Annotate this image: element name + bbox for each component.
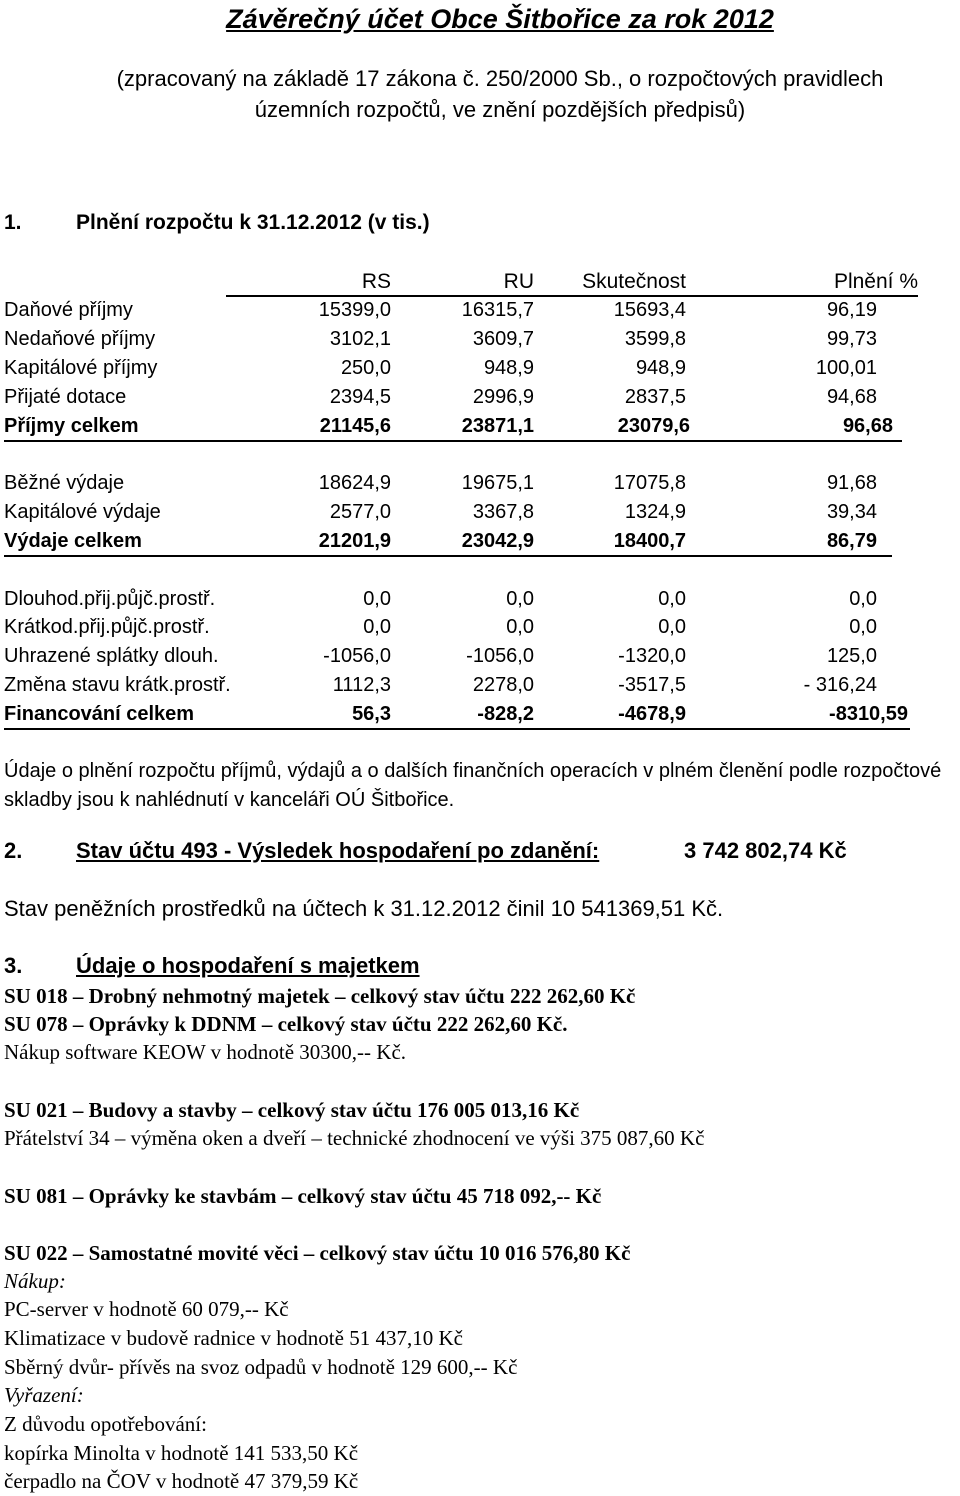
total-underline — [4, 440, 902, 442]
cell-skutecnost: 15693,4 — [613, 299, 686, 321]
purchase-label: Nákup: — [4, 1269, 66, 1293]
purchase-pc-server: PC-server v hodnotě 60 079,-- Kč — [4, 1297, 289, 1321]
header-plneni: Plnění % — [833, 270, 918, 293]
cell-plneni: 99,73 — [826, 328, 877, 350]
cell-skutecnost: 18400,7 — [613, 530, 686, 552]
cell-ru: 0,0 — [506, 588, 534, 610]
cell-ru: 2278,0 — [472, 674, 534, 696]
section-2-title: Stav účtu 493 - Výsledek hospodaření po zdanění: — [76, 838, 600, 863]
header-underline — [226, 295, 918, 297]
cell-plneni: 0,0 — [849, 616, 877, 638]
cell-plneni: 96,68 — [842, 415, 893, 437]
section-3-title: Údaje o hospodaření s majetkem — [76, 953, 420, 978]
cell-skutecnost: -4678,9 — [618, 703, 686, 725]
cell-skutecnost: 0,0 — [658, 588, 686, 610]
cell-rs: 56,3 — [352, 703, 391, 725]
table-row — [0, 501, 960, 530]
asset-su022: SU 022 – Samostatné movité věci – celkový stav účtu 10 016 576,80 Kč — [4, 1241, 631, 1265]
cell-plneni: - 316,24 — [803, 674, 877, 696]
row-label: Změna stavu krátk.prostř. — [4, 674, 231, 696]
cell-rs: 18624,9 — [318, 472, 391, 494]
cell-plneni: 86,79 — [826, 530, 877, 552]
subtitle-line-2: územních rozpočtů, ve znění pozdějších předpisů) — [254, 97, 746, 122]
cell-ru: -1056,0 — [466, 645, 534, 667]
cell-rs: 21201,9 — [318, 530, 391, 552]
disposal-kopirka: kopírka Minolta v hodnotě 141 533,50 Kč — [4, 1441, 359, 1465]
disposal-cerpadlo: čerpadlo na ČOV v hodnotě 47 379,59 Kč — [4, 1469, 359, 1493]
cash-statement: Stav peněžních prostředků na účtech k 31.12.2012 činil 10 541369,51 Kč. — [4, 896, 724, 921]
cell-ru: -828,2 — [477, 703, 534, 725]
cell-ru: 23871,1 — [461, 415, 534, 437]
row-label: Uhrazené splátky dlouh. — [4, 645, 219, 667]
cell-rs: 15399,0 — [318, 299, 391, 321]
asset-keow: Nákup software KEOW v hodnotě 30300,-- Kč. — [4, 1040, 407, 1064]
cell-skutecnost: 1324,9 — [624, 501, 686, 523]
cell-plneni: 0,0 — [849, 588, 877, 610]
purchase-klimatizace: Klimatizace v budově radnice v hodnotě 51 437,10 Kč — [4, 1326, 463, 1350]
asset-pratelstvi: Přátelství 34 – výměna oken a dveří – technické zhodnocení ve výši 375 087,60 Kč — [4, 1126, 705, 1150]
section-3-number: 3. — [4, 953, 23, 978]
subtitle-line-1: (zpracovaný na základě 17 zákona č. 250/2000 Sb., o rozpočtových pravidlech — [116, 66, 884, 91]
row-label: Dlouhod.přij.půjč.prostř. — [4, 588, 216, 610]
cell-plneni: 100,01 — [815, 357, 877, 379]
asset-su078: SU 078 – Oprávky k DDNM – celkový stav účtu 222 262,60 Kč. — [4, 1012, 568, 1036]
row-label: Daňové příjmy — [4, 299, 133, 321]
cell-ru: 16315,7 — [461, 299, 534, 321]
cell-rs: 1112,3 — [332, 674, 391, 696]
header-rs: RS — [361, 270, 391, 293]
purchase-sberny-dvur: Sběrný dvůr- přívěs na svoz odpadů v hodnotě 129 600,-- Kč — [4, 1355, 518, 1379]
row-label: Financování celkem — [4, 703, 195, 725]
cell-skutecnost: 948,9 — [635, 357, 686, 379]
asset-su018: SU 018 – Drobný nehmotný majetek – celkový stav účtu 222 262,60 Kč — [4, 984, 636, 1008]
row-label: Běžné výdaje — [4, 472, 125, 494]
cell-plneni: -8310,59 — [829, 703, 908, 725]
row-label: Výdaje celkem — [4, 530, 142, 552]
cell-skutecnost: 0,0 — [658, 616, 686, 638]
table-row — [0, 645, 960, 674]
cell-plneni: 125,0 — [826, 645, 877, 667]
table-row — [0, 299, 960, 328]
table-row — [0, 472, 960, 501]
cell-plneni: 94,68 — [826, 386, 877, 408]
cell-ru: 948,9 — [483, 357, 534, 379]
cell-rs: 250,0 — [340, 357, 391, 379]
cell-ru: 3367,8 — [472, 501, 534, 523]
header-skutecnost: Skutečnost — [582, 270, 686, 293]
cell-rs: 3102,1 — [329, 328, 391, 350]
total-underline — [4, 555, 892, 557]
cell-skutecnost: -1320,0 — [618, 645, 686, 667]
section-1-number: 1. — [4, 211, 22, 234]
asset-su081: SU 081 – Oprávky ke stavbám – celkový stav účtu 45 718 092,-- Kč — [4, 1184, 602, 1208]
cell-skutecnost: 2837,5 — [624, 386, 686, 408]
row-label: Příjmy celkem — [4, 415, 139, 437]
header-ru: RU — [503, 270, 534, 293]
table-row — [0, 357, 960, 386]
cell-ru: 19675,1 — [461, 472, 534, 494]
cell-rs: -1056,0 — [323, 645, 391, 667]
table-row — [0, 328, 960, 357]
section-2-value: 3 742 802,74 Kč — [684, 838, 847, 863]
cell-skutecnost: 23079,6 — [617, 415, 690, 437]
asset-su021: SU 021 – Budovy a stavby – celkový stav účtu 176 005 013,16 Kč — [4, 1098, 580, 1122]
row-label: Přijaté dotace — [4, 386, 127, 408]
cell-ru: 0,0 — [506, 616, 534, 638]
row-label: Kapitálové výdaje — [4, 501, 161, 523]
section-2-number: 2. — [4, 838, 23, 863]
cell-plneni: 39,34 — [826, 501, 877, 523]
cell-ru: 23042,9 — [461, 530, 534, 552]
cell-ru: 3609,7 — [472, 328, 534, 350]
cell-ru: 2996,9 — [472, 386, 534, 408]
disposal-reason: Z důvodu opotřebování: — [4, 1412, 207, 1436]
table-row — [0, 674, 960, 703]
cell-rs: 2394,5 — [329, 386, 391, 408]
cell-skutecnost: -3517,5 — [618, 674, 686, 696]
cell-rs: 0,0 — [363, 588, 391, 610]
total-underline — [4, 728, 910, 730]
cell-rs: 21145,6 — [319, 415, 391, 437]
disposal-label: Vyřazení: — [4, 1383, 84, 1407]
table-row — [0, 616, 960, 645]
page-title: Závěrečný účet Obce Šitbořice za rok 2012 — [226, 4, 774, 34]
section-1-title: Plnění rozpočtu k 31.12.2012 (v tis.) — [76, 211, 430, 234]
cell-plneni: 96,19 — [826, 299, 877, 321]
row-label: Nedaňové příjmy — [4, 328, 156, 350]
table-row — [0, 588, 960, 617]
row-label: Krátkod.přij.půjč.prostř. — [4, 616, 210, 638]
cell-rs: 0,0 — [363, 616, 391, 638]
table-row — [0, 386, 960, 415]
cell-skutecnost: 17075,8 — [613, 472, 686, 494]
cell-plneni: 91,68 — [826, 472, 877, 494]
cell-rs: 2577,0 — [329, 501, 391, 523]
budget-note: Údaje o plnění rozpočtu příjmů, výdajů a o dalších finančních operacích v plném členění podle rozpočtové skladby jsou k nahlédnutí v kanceláři OÚ Šitbořice. — [4, 760, 942, 811]
cell-skutecnost: 3599,8 — [624, 328, 686, 350]
row-label: Kapitálové příjmy — [4, 357, 158, 379]
